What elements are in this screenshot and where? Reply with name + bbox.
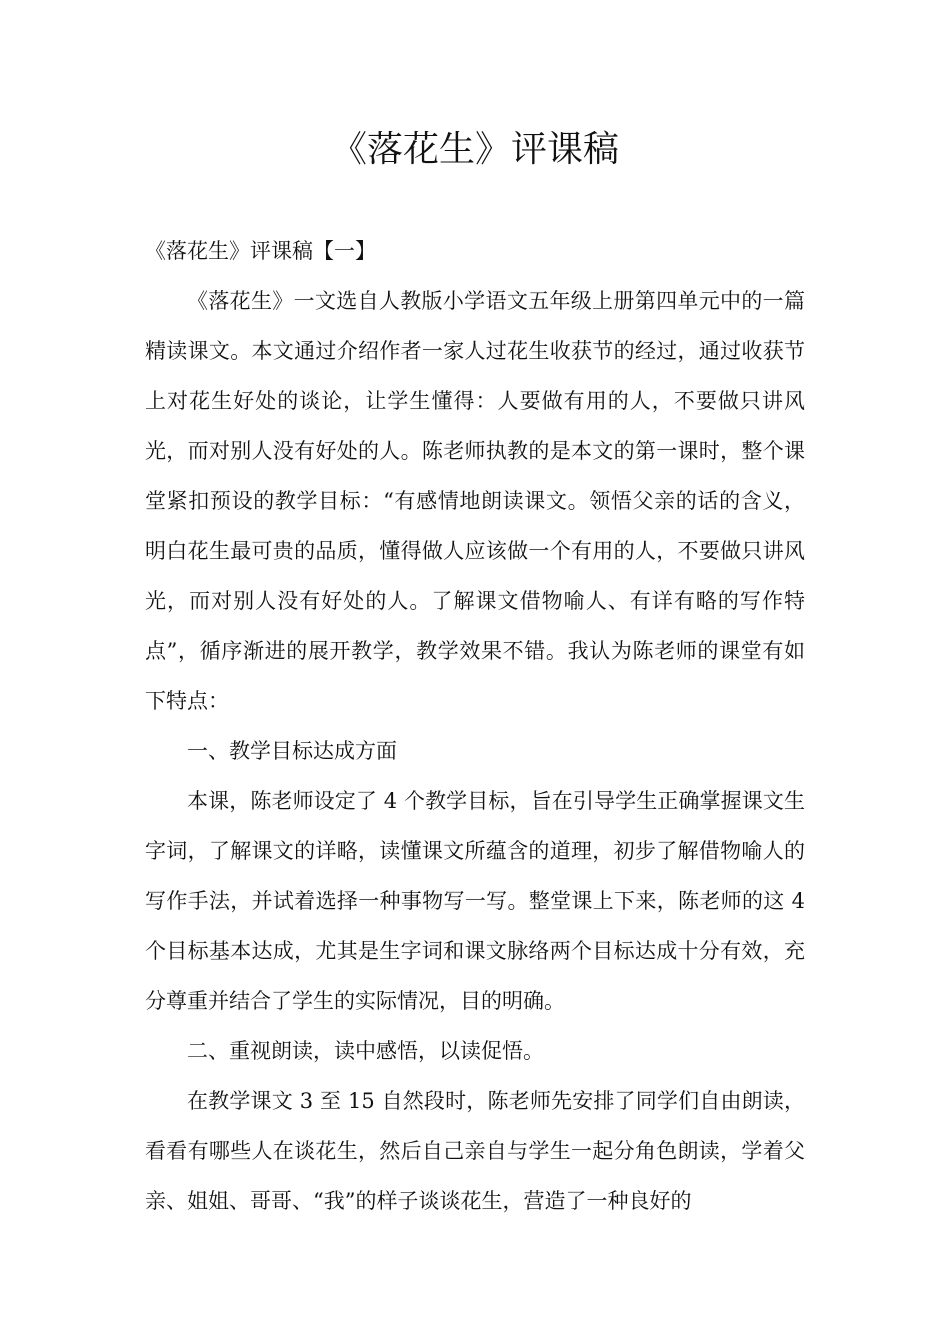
paragraph-section-one: 本课，陈老师设定了 4 个教学目标，旨在引导学生正确掌握课文生字词，了解课文的详略，读懂课文所蕴含的道理，初步了解借物喻人的写作手法，并试着选择一种事物写一写。整堂课上下来，陈老师的这 4 个目标基本达成，尤其是生字词和课文脉络两个目标达成十分有效，充分尊重并结合了学生的实际情况，目的明确。 [145,789,805,1013]
document-title: 《落花生》评课稿 [330,129,619,170]
heading-section-two: 二、重视朗读，读中感悟，以读促悟。 [187,1039,544,1063]
section-subtitle: 《落花生》评课稿【一】 [145,239,376,263]
heading-section-one: 一、教学目标达成方面 [187,739,397,763]
paragraph-section-two: 在教学课文 3 至 15 自然段时，陈老师先安排了同学们自由朗读，看看有哪些人在谈花生，然后自己亲自与学生一起分角色朗读，学着父亲、姐姐、哥哥、“我”的样子谈谈花生，营造了一种良好的 [145,1089,805,1213]
document-body [145,226,805,1226]
paragraph-intro: 《落花生》一文选自人教版小学语文五年级上册第四单元中的一篇精读课文。本文通过介绍作者一家人过花生收获节的经过，通过收获节上对花生好处的谈论，让学生懂得：人要做有用的人，不要做只讲风光，而对别人没有好处的人。陈老师执教的是本文的第一课时，整个课堂紧扣预设的教学目标：“有感情地朗读课文。领悟父亲的话的含义，明白花生最可贵的品质，懂得做人应该做一个有用的人，不要做只讲风光，而对别人没有好处的人。了解课文借物喻人、有详有略的写作特点”，循序渐进的展开教学，教学效果不错。我认为陈老师的课堂有如下特点： [145,289,805,713]
